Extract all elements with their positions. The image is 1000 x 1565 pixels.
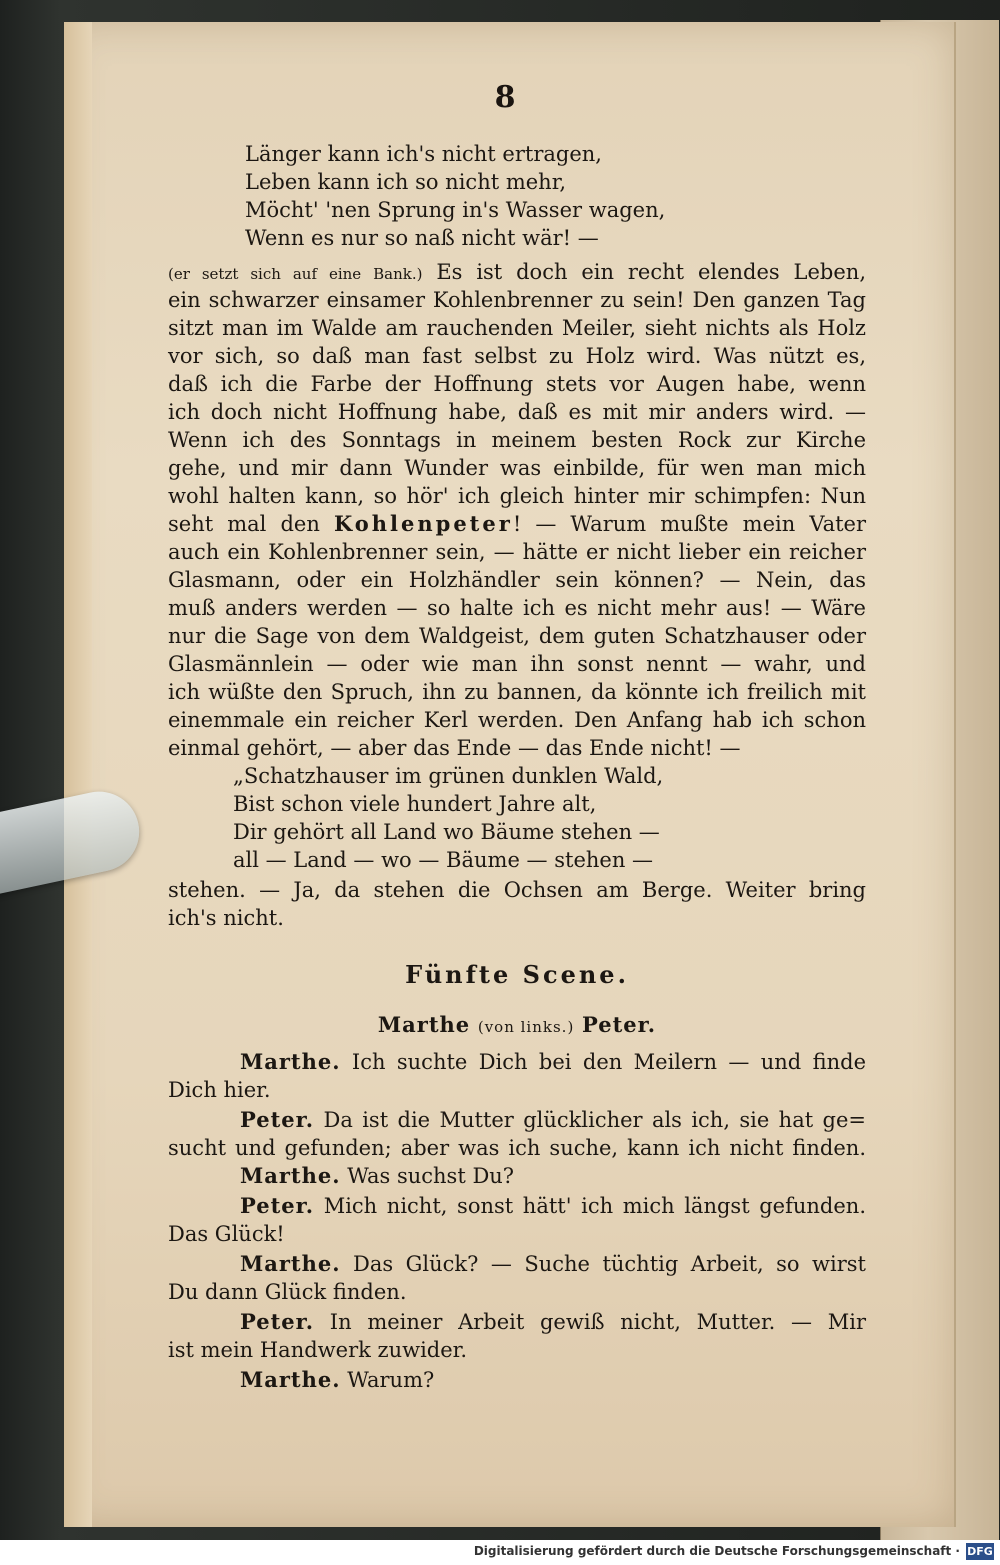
prose-line: daß ich die Farbe der Hoffnung stets vor Augen habe, wenn bbox=[168, 372, 866, 396]
cast-marthe: Marthe bbox=[377, 1012, 471, 1037]
prose-line: Wenn ich des Sonntags in meinem besten Rock zur Kirche bbox=[168, 428, 866, 452]
dialogue-line: Dich hier. bbox=[168, 1078, 271, 1102]
prose-line bbox=[168, 258, 866, 288]
speaker-name: Peter. bbox=[240, 1107, 315, 1132]
dialogue-line bbox=[240, 1308, 866, 1336]
page-number: 8 bbox=[494, 80, 516, 115]
prose-text: Es ist doch ein recht elendes Leben, bbox=[422, 260, 866, 284]
dialogue-line bbox=[240, 1162, 514, 1190]
cast-direction: (von links.) bbox=[477, 1018, 575, 1036]
prose-line: nur die Sage von dem Waldgeist, dem guten Schatzhauser oder bbox=[168, 624, 866, 648]
prose-text: seht mal den bbox=[168, 512, 334, 536]
footer-credit: Digitalisierung gefördert durch die Deutsche Forschungsgemeinschaft · bbox=[473, 1544, 960, 1558]
prose-line bbox=[168, 510, 866, 538]
speaker-name: Peter. bbox=[240, 1309, 315, 1334]
speaker-name: Marthe. bbox=[240, 1251, 341, 1276]
prose-line: ich doch nicht Hoffnung habe, daß es mit mir anders wird. — bbox=[168, 400, 866, 424]
prose-line: ich's nicht. bbox=[168, 906, 284, 930]
scene-heading: Fünfte Scene. bbox=[405, 960, 629, 989]
dialogue-line bbox=[240, 1250, 866, 1278]
footer-bar bbox=[0, 1540, 1000, 1565]
dialogue-line bbox=[240, 1192, 866, 1220]
prose-line: vor sich, so daß man fast selbst zu Holz wird. Was nützt es, bbox=[168, 344, 866, 368]
prose-line: muß anders werden — so halte ich es nicht mehr aus! — Wäre bbox=[168, 596, 866, 620]
prose-line: stehen. — Ja, da stehen die Ochsen am Berge. Weiter bring bbox=[168, 878, 866, 902]
cast-line bbox=[168, 1012, 866, 1037]
prose-line: einemmale ein reicher Kerl werden. Den Anfang hab ich schon bbox=[168, 708, 866, 732]
stage-direction: (er setzt sich auf eine Bank.) bbox=[168, 265, 423, 283]
speaker-name: Marthe. bbox=[240, 1367, 341, 1392]
cast-peter: Peter. bbox=[581, 1012, 657, 1037]
prose-line: sitzt man im Walde am rauchenden Meiler, sieht nichts als Holz bbox=[168, 316, 866, 340]
prose-line: Glasmännlein — oder wie man ihn sonst nennt — wahr, und bbox=[168, 652, 866, 676]
speaker-name: Marthe. bbox=[240, 1049, 341, 1074]
prose-text: ! — Warum mußte mein Vater bbox=[512, 512, 866, 536]
verse-line: Dir gehört all Land wo Bäume stehen — bbox=[233, 820, 660, 844]
prose-line: ich wüßte den Spruch, ihn zu bannen, da könnte ich freilich mit bbox=[168, 680, 866, 704]
spaced-name: Kohlenpeter bbox=[333, 511, 513, 536]
prose-line: wohl halten kann, so hör' ich gleich hinter mir schimpfen: Nun bbox=[168, 484, 866, 508]
dfg-logo-icon: DFG bbox=[967, 1545, 993, 1558]
prose-line: auch ein Kohlenbrenner sein, — hätte er nicht lieber ein reicher bbox=[168, 540, 866, 564]
prose-line: gehe, und mir dann Wunder was einbilde, für wen man mich bbox=[168, 456, 866, 480]
speaker-name: Peter. bbox=[240, 1193, 315, 1218]
prose-line: Glasmann, oder ein Holzhändler sein können? — Nein, das bbox=[168, 568, 866, 592]
page-left-edge bbox=[64, 22, 92, 1527]
verse-line: Länger kann ich's nicht ertragen, bbox=[245, 142, 602, 166]
dialogue-line: Du dann Glück finden. bbox=[168, 1280, 407, 1304]
speaker-name: Marthe. bbox=[240, 1163, 341, 1188]
verse-line: Leben kann ich so nicht mehr, bbox=[245, 170, 567, 194]
dialogue-text: Was suchst Du? bbox=[340, 1164, 515, 1188]
dialogue-line: Das Glück! bbox=[168, 1222, 285, 1246]
dialogue-text: Da ist die Mutter glücklicher als ich, sie hat ge= bbox=[314, 1108, 866, 1132]
dialogue-line bbox=[240, 1366, 434, 1394]
dialogue-line: sucht und gefunden; aber was ich suche, kann ich nicht finden. bbox=[168, 1136, 866, 1160]
verse-line: Möcht' 'nen Sprung in's Wasser wagen, bbox=[245, 198, 666, 222]
dialogue-line: ist mein Handwerk zuwider. bbox=[168, 1338, 468, 1362]
verse-line: Bist schon viele hundert Jahre alt, bbox=[233, 792, 597, 816]
dialogue-text: Mich nicht, sonst hätt' ich mich längst gefunden. bbox=[314, 1194, 866, 1218]
dialogue-line bbox=[240, 1106, 866, 1134]
verse-line: „Schatzhauser im grünen dunklen Wald, bbox=[233, 764, 664, 788]
prose-line: einmal gehört, — aber das Ende — das Ende nicht! — bbox=[168, 736, 741, 760]
verse-line: all — Land — wo — Bäume — stehen — bbox=[233, 848, 654, 872]
dialogue-text: Warum? bbox=[340, 1368, 435, 1392]
verse-line: Wenn es nur so naß nicht wär! — bbox=[245, 226, 599, 250]
prose-line: ein schwarzer einsamer Kohlenbrenner zu sein! Den ganzen Tag bbox=[168, 288, 866, 312]
dialogue-line bbox=[240, 1048, 866, 1076]
dialogue-text: Das Glück? — Suche tüchtig Arbeit, so wirst bbox=[340, 1252, 866, 1276]
dialogue-text: Ich suchte Dich bei den Meilern — und finde bbox=[340, 1050, 866, 1074]
dialogue-text: In meiner Arbeit gewiß nicht, Mutter. — Mir bbox=[314, 1310, 866, 1334]
